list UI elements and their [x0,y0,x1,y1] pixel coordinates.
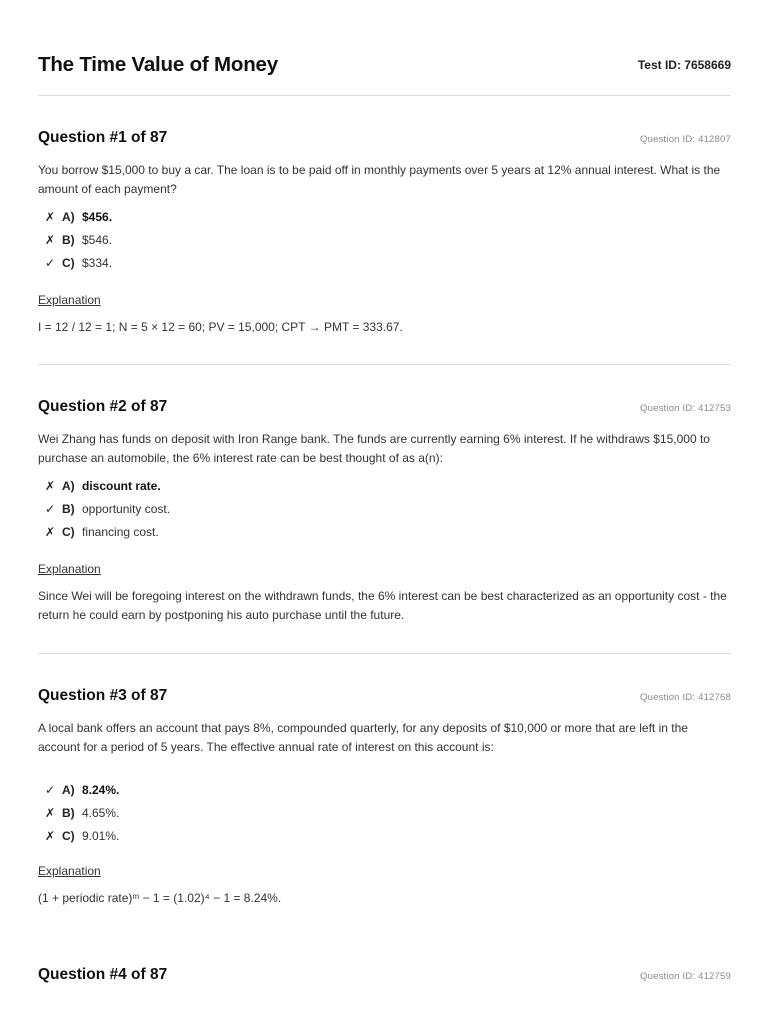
question-id: Question ID: 412768 [640,692,731,703]
option-text: 8.24%. [82,783,120,797]
option-letter: C) [62,829,75,843]
incorrect-icon: ✗ [45,479,56,493]
explanation-label: Explanation [38,293,101,307]
question-id: Question ID: 412759 [640,971,731,982]
question-title: Question #1 of 87 [38,129,168,146]
option-a[interactable] [38,206,731,229]
option-letter: C) [62,525,75,539]
option-letter: A) [62,210,75,224]
option-b[interactable] [38,498,731,521]
option-text: opportunity cost. [82,502,171,516]
option-text: $334. [82,256,113,270]
option-letter: A) [62,783,75,797]
question-header [38,966,731,986]
test-id: Test ID: 7658669 [637,58,731,72]
question-header [38,398,731,418]
option-a[interactable] [38,779,731,802]
incorrect-icon: ✗ [45,525,56,539]
option-letter: B) [62,233,75,247]
document-header [38,0,731,96]
correct-check-icon: ✓ [45,256,56,270]
option-text: financing cost. [82,525,159,539]
question-divider [38,653,731,654]
incorrect-icon: ✗ [45,829,56,843]
correct-check-icon: ✓ [45,783,56,797]
incorrect-icon: ✗ [45,210,56,224]
question-3 [38,687,731,908]
option-text: 4.65%. [82,806,120,820]
explanation-label: Explanation [38,562,101,576]
explanation-label: Explanation [38,864,101,878]
document-title: The Time Value of Money [38,53,278,76]
option-text: $546. [82,233,113,247]
question-text: Wei Zhang has funds on deposit with Iron Range bank. The funds are currently earning 6% interest. If he withdraws $15,000 to purchase an automobile, the 6% interest rate can be best thought of as a(n): [38,432,710,465]
question-header [38,129,731,149]
option-letter: C) [62,256,75,270]
question-2 [38,398,731,625]
option-c[interactable] [38,521,731,544]
question-title: Question #2 of 87 [38,398,168,415]
option-c[interactable] [38,825,731,848]
explanation-text: Since Wei will be foregoing interest on the withdrawn funds, the 6% interest can be best characterized as an opportunity cost - the return he could earn by postponing his auto purchase until the future. [38,589,727,622]
question-text: You borrow $15,000 to buy a car. The loan is to be paid off in monthly payments over 5 years at 12% annual interest. What is the amount of each payment? [38,163,721,196]
answer-options [38,206,731,275]
option-c[interactable] [38,252,731,275]
incorrect-icon: ✗ [45,233,56,247]
question-4 [38,966,731,986]
option-b[interactable] [38,802,731,825]
correct-check-icon: ✓ [45,502,56,516]
question-id: Question ID: 412753 [640,403,731,414]
explanation-text: I = 12 / 12 = 1; N = 5 × 12 = 60; PV = 15,000; CPT → PMT = 333.67. [38,320,403,334]
option-letter: B) [62,806,75,820]
option-text: 9.01%. [82,829,120,843]
question-title: Question #3 of 87 [38,687,168,704]
option-letter: B) [62,502,75,516]
question-id: Question ID: 412807 [640,134,731,145]
question-divider [38,364,731,365]
incorrect-icon: ✗ [45,806,56,820]
question-text: A local bank offers an account that pays 8%, compounded quarterly, for any deposits of $10,000 or more that are left in the account for a period of 5 years. The effective annual rate of interest on this account is: [38,721,688,754]
question-1 [38,129,731,337]
document-page [38,0,731,983]
option-letter: A) [62,479,75,493]
answer-options [38,475,731,544]
explanation-text: (1 + periodic rate)ᵐ − 1 = (1.02)⁴ − 1 = 8.24%. [38,891,282,905]
question-header [38,687,731,707]
option-b[interactable] [38,229,731,252]
option-text: discount rate. [82,479,161,493]
question-title: Question #4 of 87 [38,966,168,983]
option-a[interactable] [38,475,731,498]
answer-options [38,779,731,848]
option-text: $456. [82,210,113,224]
